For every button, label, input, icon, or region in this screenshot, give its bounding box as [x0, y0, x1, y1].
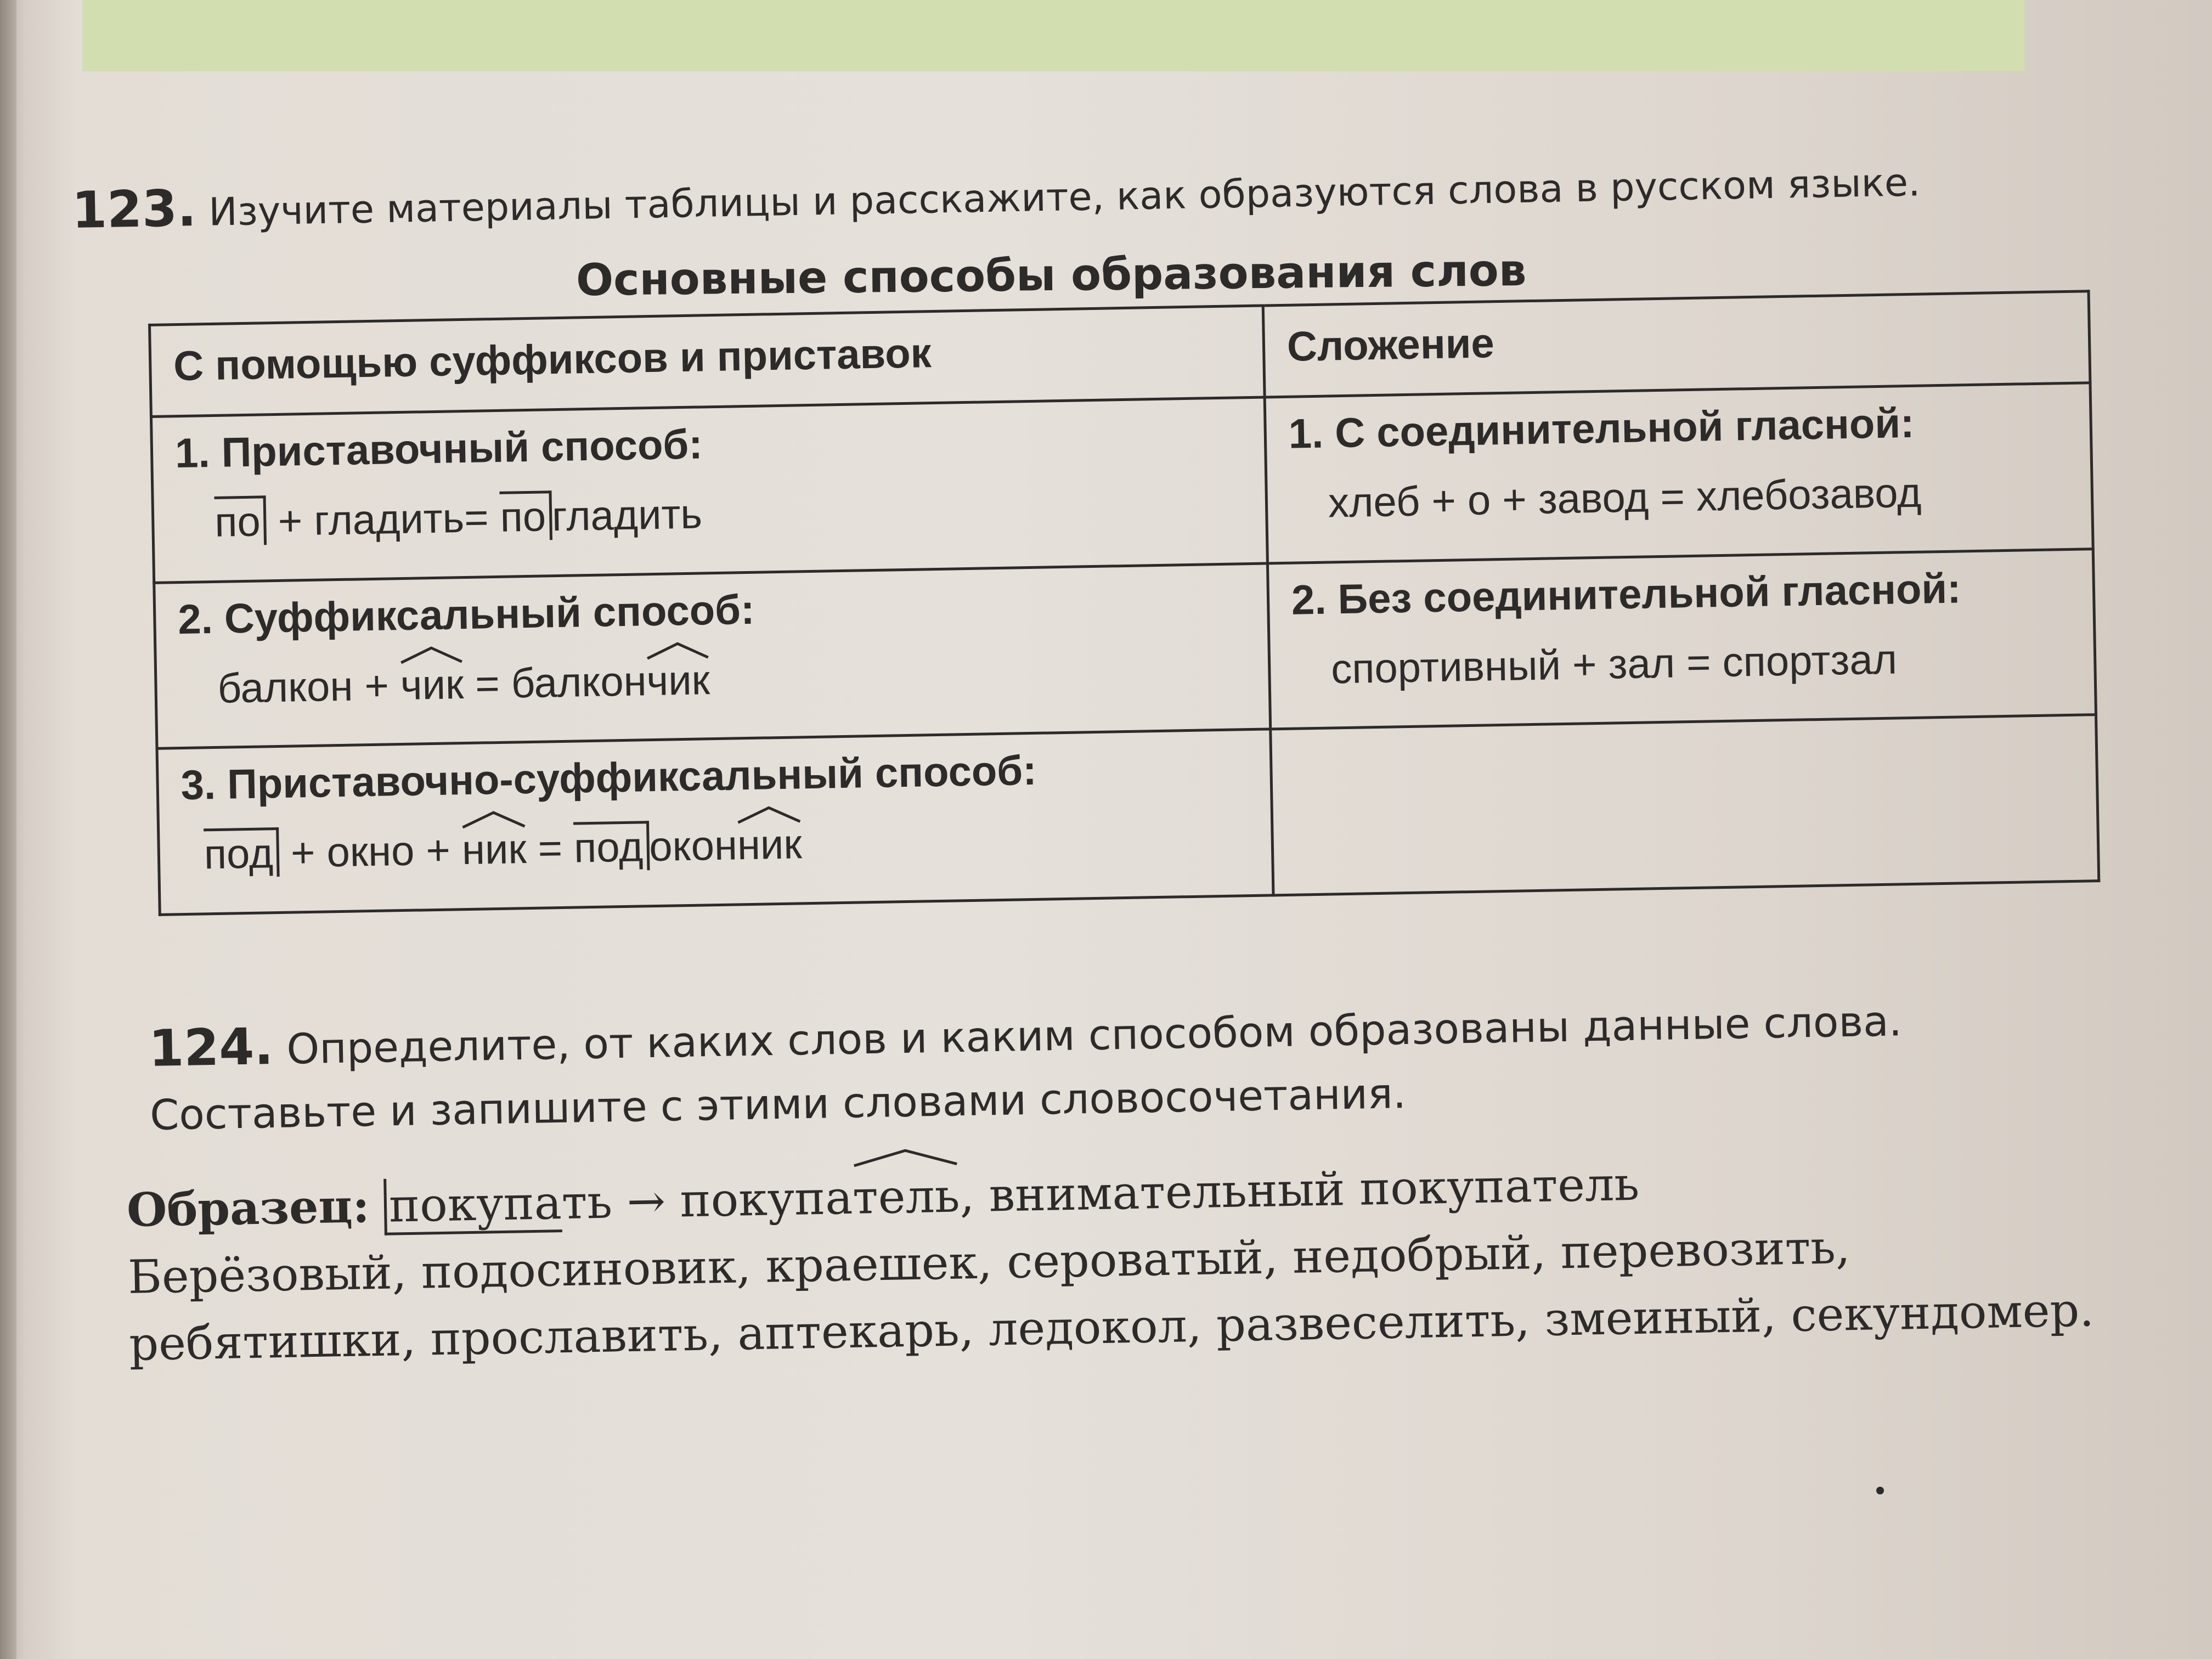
method-title: 2. Суффиксальный способ:: [177, 586, 755, 643]
example-part: окон: [648, 822, 738, 871]
word-formation-table: [148, 290, 2100, 916]
method-example: [179, 647, 1246, 713]
sample-part: → покупа: [612, 1170, 854, 1229]
exercise-124-heading: [148, 979, 2070, 1146]
method-title: [1294, 729, 2073, 742]
example-part: = балкон: [463, 657, 647, 708]
base-mark: покупа: [383, 1176, 562, 1235]
suffix-text: ник: [737, 821, 803, 869]
exercise-text: Определите, от каких слов и каким способом образованы данные слова. Составьте и запишите с этими словами словосочетания.: [149, 996, 1903, 1140]
method-title: 1. С соединительной гласной:: [1288, 399, 1915, 458]
method-title: 2. Без соединительной гласной:: [1291, 565, 1962, 624]
table-cell: [1267, 549, 2096, 729]
example-part: + гладить=: [266, 494, 501, 545]
prefix-mark: под: [204, 827, 280, 878]
example-part: гладить: [551, 490, 703, 540]
prefix-mark: по: [215, 495, 267, 546]
header-cell-right: [1263, 291, 2090, 397]
prefix-mark: под: [573, 821, 650, 872]
exercise-number: 123.: [71, 179, 197, 240]
suffix-text: чик: [400, 661, 464, 709]
table-caption: Основные способы образования слов: [575, 244, 1527, 306]
example-part: =: [526, 825, 574, 873]
method-example: спортивный + зал = спортзал: [1330, 636, 1898, 693]
sample-part: ть: [561, 1175, 613, 1230]
prefix-mark: по: [500, 490, 552, 541]
table-cell-empty: [1271, 715, 2099, 895]
suffix-mark: [852, 1163, 960, 1231]
sample-label: Образец:: [126, 1178, 370, 1237]
method-title: 3. Приставочно-суффиксальный способ:: [180, 747, 1037, 809]
exercise-124-body: [126, 1142, 2104, 1378]
header-left: С помощью суффиксов и приставок: [173, 330, 932, 390]
method-example: [1294, 751, 2073, 764]
example-part: балкон +: [217, 662, 401, 712]
method-example: [182, 812, 1249, 879]
example-part: + окно +: [279, 827, 462, 877]
ink-dot: [1876, 1487, 1884, 1494]
method-title: 1. Приставочный способ:: [174, 421, 703, 477]
method-example: хлеб + о + завод = хлебозавод: [1328, 469, 1922, 527]
suffix-mark: [400, 661, 464, 709]
table-cell: [157, 729, 1273, 915]
table-cell: [151, 397, 1267, 583]
exercise-number: 124.: [148, 1017, 274, 1078]
page-edge: [0, 0, 16, 1659]
exercise-123-heading: [71, 149, 1921, 240]
sample-part: , внимательный покупатель: [959, 1156, 1640, 1223]
word-list: Берёзовый, подосиновик, краешек, сероватый, недобрый, перевозить, ребятишки, прославить, аптекарь, ледокол, развеселить, змеиный, секундомер.: [127, 1220, 2095, 1371]
suffix-mark: [461, 825, 527, 874]
suffix-mark: [646, 656, 710, 705]
method-example: [176, 481, 1244, 547]
suffix-text: ник: [461, 826, 527, 874]
exercise-text: Изучите материалы таблицы и расскажите, как образуются слова в русском языке.: [208, 160, 1921, 235]
header-right: Сложение: [1286, 320, 1495, 370]
green-band: [82, 0, 2024, 71]
suffix-text: тель: [852, 1169, 961, 1224]
suffix-text: чик: [646, 656, 710, 704]
table-cell: [1265, 383, 2093, 563]
suffix-mark: [737, 821, 802, 870]
table-cell: [154, 563, 1271, 749]
